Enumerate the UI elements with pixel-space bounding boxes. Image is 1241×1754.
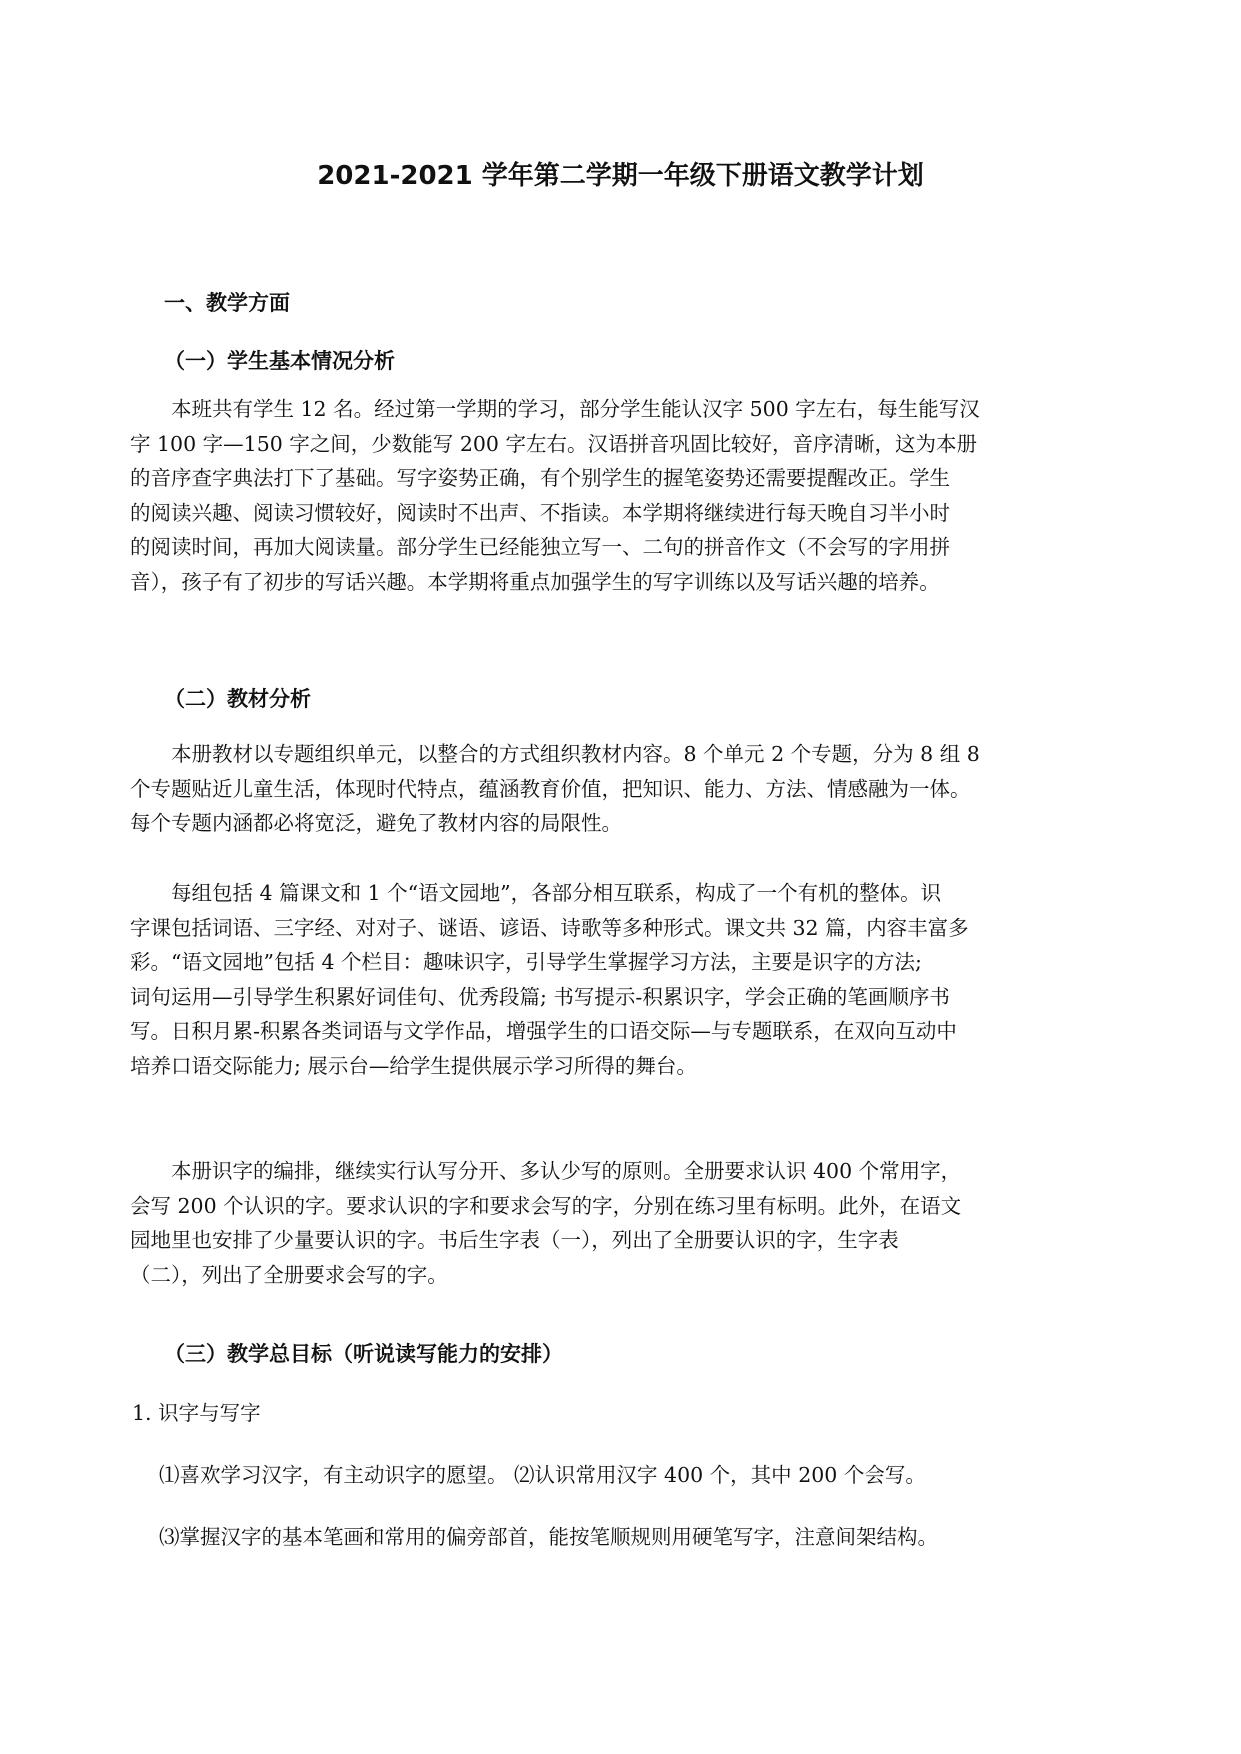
text-line: （二），列出了全册要求会写的字。 <box>130 1262 448 1287</box>
text-line: 会写 200 个认识的字。要求认识的字和要求会写的字，分别在练习里有标明。此外，在语文 <box>130 1193 962 1218</box>
text-line: 音），孩子有了初步的写话兴趣。本学期将重点加强学生的写字训练以及写话兴趣的培养。 <box>130 569 940 594</box>
paragraph-textbook-1 <box>130 737 1120 841</box>
text-line: 的阅读时间，再加大阅读量。部分学生已经能独立写一、二句的拼音作文（不会写的字用拼 <box>130 535 950 560</box>
document-title: 2021-2021 学年第二学期一年级下册语文教学计划 <box>317 161 924 191</box>
text-line: 字 100 字—150 字之间，少数能写 200 字左右。汉语拼音巩固比较好，音序清晰，这为本册 <box>130 431 977 456</box>
text-line: 园地里也安排了少量要认识的字。书后生字表（一），列出了全册要认识的字，生字表 <box>130 1228 899 1253</box>
text-line: 的音序查字典法打下了基础。写字姿势正确，有个别学生的握笔姿势还需要提醒改正。学生 <box>130 466 950 491</box>
text-line: 本册教材以专题组织单元，以整合的方式组织教材内容。8 个单元 2 个专题，分为 8 组 8 <box>171 742 980 766</box>
subsection-heading-teaching-goals: （三）教学总目标（听说读写能力的安排） <box>164 1342 563 1366</box>
text-line: 写。日积月累-积累各类词语与文学作品，增强学生的口语交际—与专题联系，在双向互动中 <box>130 1019 957 1044</box>
paragraph-student-analysis <box>130 392 1120 600</box>
text-line: 彩。“语文园地”包括 4 个栏目：趣味识字，引导学生掌握学习方法，主要是识字的方法; <box>130 950 922 975</box>
text-line: 的阅读兴趣、阅读习惯较好，阅读时不出声、不指读。本学期将继续进行每天晚自习半小时 <box>130 500 950 525</box>
goal-subitem-1-2: ⑴喜欢学习汉字，有主动识字的愿望。 ⑵认识常用汉字 400 个，其中 200 个会写。 <box>159 1463 926 1487</box>
goal-subitem-3: ⑶掌握汉字的基本笔画和常用的偏旁部首，能按笔顺规则用硬笔写字，注意间架结构。 <box>159 1525 938 1549</box>
text-line: 本册识字的编排，继续实行认写分开、多认少写的原则。全册要求认识 400 个常用字， <box>171 1159 962 1183</box>
subsection-heading-student-analysis: （一）学生基本情况分析 <box>164 349 395 373</box>
text-line: 词句运用—引导学生积累好词佳句、优秀段篇; 书写提示-积累识字，学会正确的笔画顺序书 <box>130 984 950 1009</box>
text-line: 个专题贴近儿童生活，体现时代特点，蕴涵教育价值，把知识、能力、方法、情感融为一体。 <box>130 776 971 801</box>
section-heading-teaching: 一、教学方面 <box>164 291 290 315</box>
goal-item-literacy: 1. 识字与写字 <box>132 1401 261 1425</box>
paragraph-textbook-2 <box>130 876 1120 1084</box>
text-line: 本班共有学生 12 名。经过第一学期的学习，部分学生能认汉字 500 字左右，每生能写汉 <box>171 397 980 421</box>
paragraph-textbook-3 <box>130 1154 1120 1292</box>
text-line: 每个专题内涵都必将宽泛，避免了教材内容的局限性。 <box>130 811 622 836</box>
text-line: 培养口语交际能力; 展示台—给学生提供展示学习所得的舞台。 <box>130 1053 697 1078</box>
subsection-heading-textbook-analysis: （二）教材分析 <box>164 687 311 711</box>
text-line: 字课包括词语、三字经、对对子、谜语、谚语、诗歌等多种形式。课文共 32 篇，内容丰富多 <box>130 915 969 940</box>
text-line: 每组包括 4 篇课文和 1 个“语文园地”，各部分相互联系，构成了一个有机的整体。识 <box>171 881 942 905</box>
